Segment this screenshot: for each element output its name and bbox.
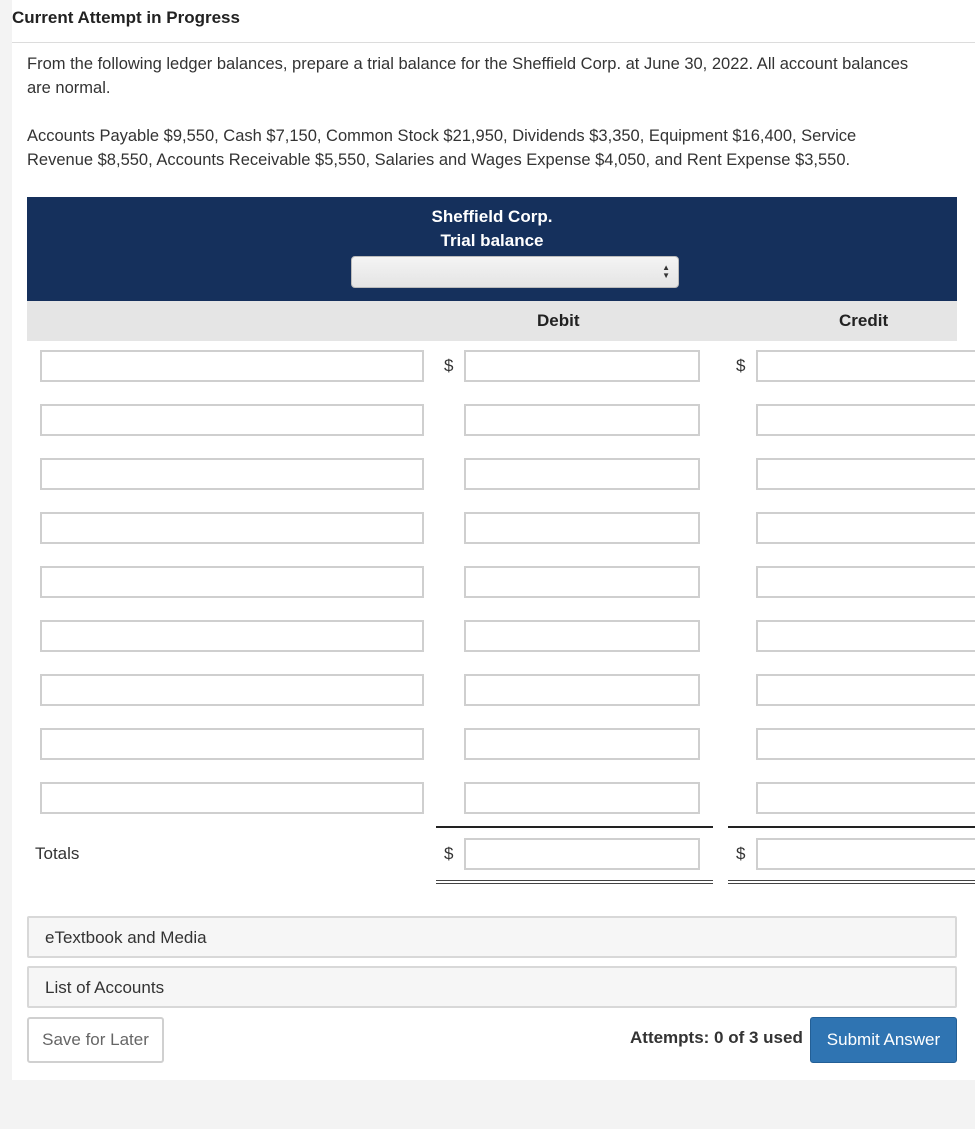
select-arrows-icon: ▲ ▼ bbox=[662, 263, 670, 280]
account-name-input[interactable] bbox=[40, 566, 424, 598]
header-divider bbox=[12, 42, 975, 43]
submit-answer-button[interactable]: Submit Answer bbox=[810, 1017, 957, 1063]
credit-double-underline bbox=[728, 880, 975, 884]
total-credit-input[interactable] bbox=[756, 838, 975, 870]
totals-row bbox=[12, 838, 975, 872]
currency-symbol: $ bbox=[736, 356, 746, 375]
account-name-input[interactable] bbox=[40, 458, 424, 490]
table-row bbox=[12, 728, 975, 762]
credit-column-header: Credit bbox=[839, 311, 889, 330]
credit-input[interactable] bbox=[756, 620, 975, 652]
question-card bbox=[12, 0, 975, 1080]
table-row bbox=[12, 620, 975, 654]
table-row bbox=[12, 350, 975, 384]
account-name-input[interactable] bbox=[40, 512, 424, 544]
debit-column-header: Debit bbox=[537, 311, 580, 330]
credit-input[interactable] bbox=[756, 458, 975, 490]
debit-input[interactable] bbox=[464, 458, 700, 490]
table-row bbox=[12, 566, 975, 600]
account-name-input[interactable] bbox=[40, 674, 424, 706]
credit-sum-line bbox=[728, 826, 975, 828]
debit-input[interactable] bbox=[464, 350, 700, 382]
account-name-input[interactable] bbox=[40, 620, 424, 652]
table-row bbox=[12, 458, 975, 492]
debit-sum-line bbox=[436, 826, 713, 828]
list-of-accounts-panel[interactable] bbox=[27, 966, 957, 1008]
debit-input[interactable] bbox=[464, 674, 700, 706]
company-name: Sheffield Corp. bbox=[431, 207, 553, 226]
statement-title: Trial balance bbox=[440, 231, 544, 250]
account-name-input[interactable] bbox=[40, 404, 424, 436]
credit-input[interactable] bbox=[756, 782, 975, 814]
credit-input[interactable] bbox=[756, 350, 975, 382]
etextbook-label: eTextbook and Media bbox=[45, 928, 207, 947]
table-row bbox=[12, 674, 975, 708]
ledger-balances-text: Accounts Payable $9,550, Cash $7,150, Common Stock $21,950, Dividends $3,350, Equipment $16,400, Service Revenue $8,550, Accounts Receivable $5,550, Salaries and Wages Expense $4,050, and Rent Expense $3,550. bbox=[27, 127, 857, 169]
column-header-bar bbox=[27, 301, 957, 341]
account-name-input[interactable] bbox=[40, 350, 424, 382]
debit-input[interactable] bbox=[464, 782, 700, 814]
debit-input[interactable] bbox=[464, 566, 700, 598]
credit-input[interactable] bbox=[756, 512, 975, 544]
question-text: From the following ledger balances, prepare a trial balance for the Sheffield Corp. at June 30, 2022. All account balances are normal. bbox=[27, 55, 909, 97]
debit-input[interactable] bbox=[464, 512, 700, 544]
table-row bbox=[12, 512, 975, 546]
credit-input[interactable] bbox=[756, 674, 975, 706]
list-of-accounts-label: List of Accounts bbox=[45, 978, 165, 997]
credit-input[interactable] bbox=[756, 566, 975, 598]
credit-input[interactable] bbox=[756, 404, 975, 436]
account-name-input[interactable] bbox=[40, 728, 424, 760]
table-row bbox=[12, 782, 975, 816]
etextbook-panel[interactable] bbox=[27, 916, 957, 958]
currency-symbol: $ bbox=[736, 844, 746, 863]
debit-input[interactable] bbox=[464, 728, 700, 760]
account-name-input[interactable] bbox=[40, 782, 424, 814]
table-row bbox=[12, 404, 975, 438]
trial-balance-header bbox=[27, 197, 957, 301]
total-debit-input[interactable] bbox=[464, 838, 700, 870]
save-for-later-button[interactable]: Save for Later bbox=[27, 1017, 164, 1063]
credit-input[interactable] bbox=[756, 728, 975, 760]
currency-symbol: $ bbox=[444, 844, 454, 863]
date-select[interactable] bbox=[351, 256, 679, 288]
totals-label: Totals bbox=[35, 844, 80, 863]
debit-input[interactable] bbox=[464, 620, 700, 652]
debit-double-underline bbox=[436, 880, 713, 884]
debit-input[interactable] bbox=[464, 404, 700, 436]
page-title: Current Attempt in Progress bbox=[12, 8, 240, 27]
currency-symbol: $ bbox=[444, 356, 454, 375]
attempts-counter: Attempts: 0 of 3 used bbox=[630, 1028, 803, 1047]
